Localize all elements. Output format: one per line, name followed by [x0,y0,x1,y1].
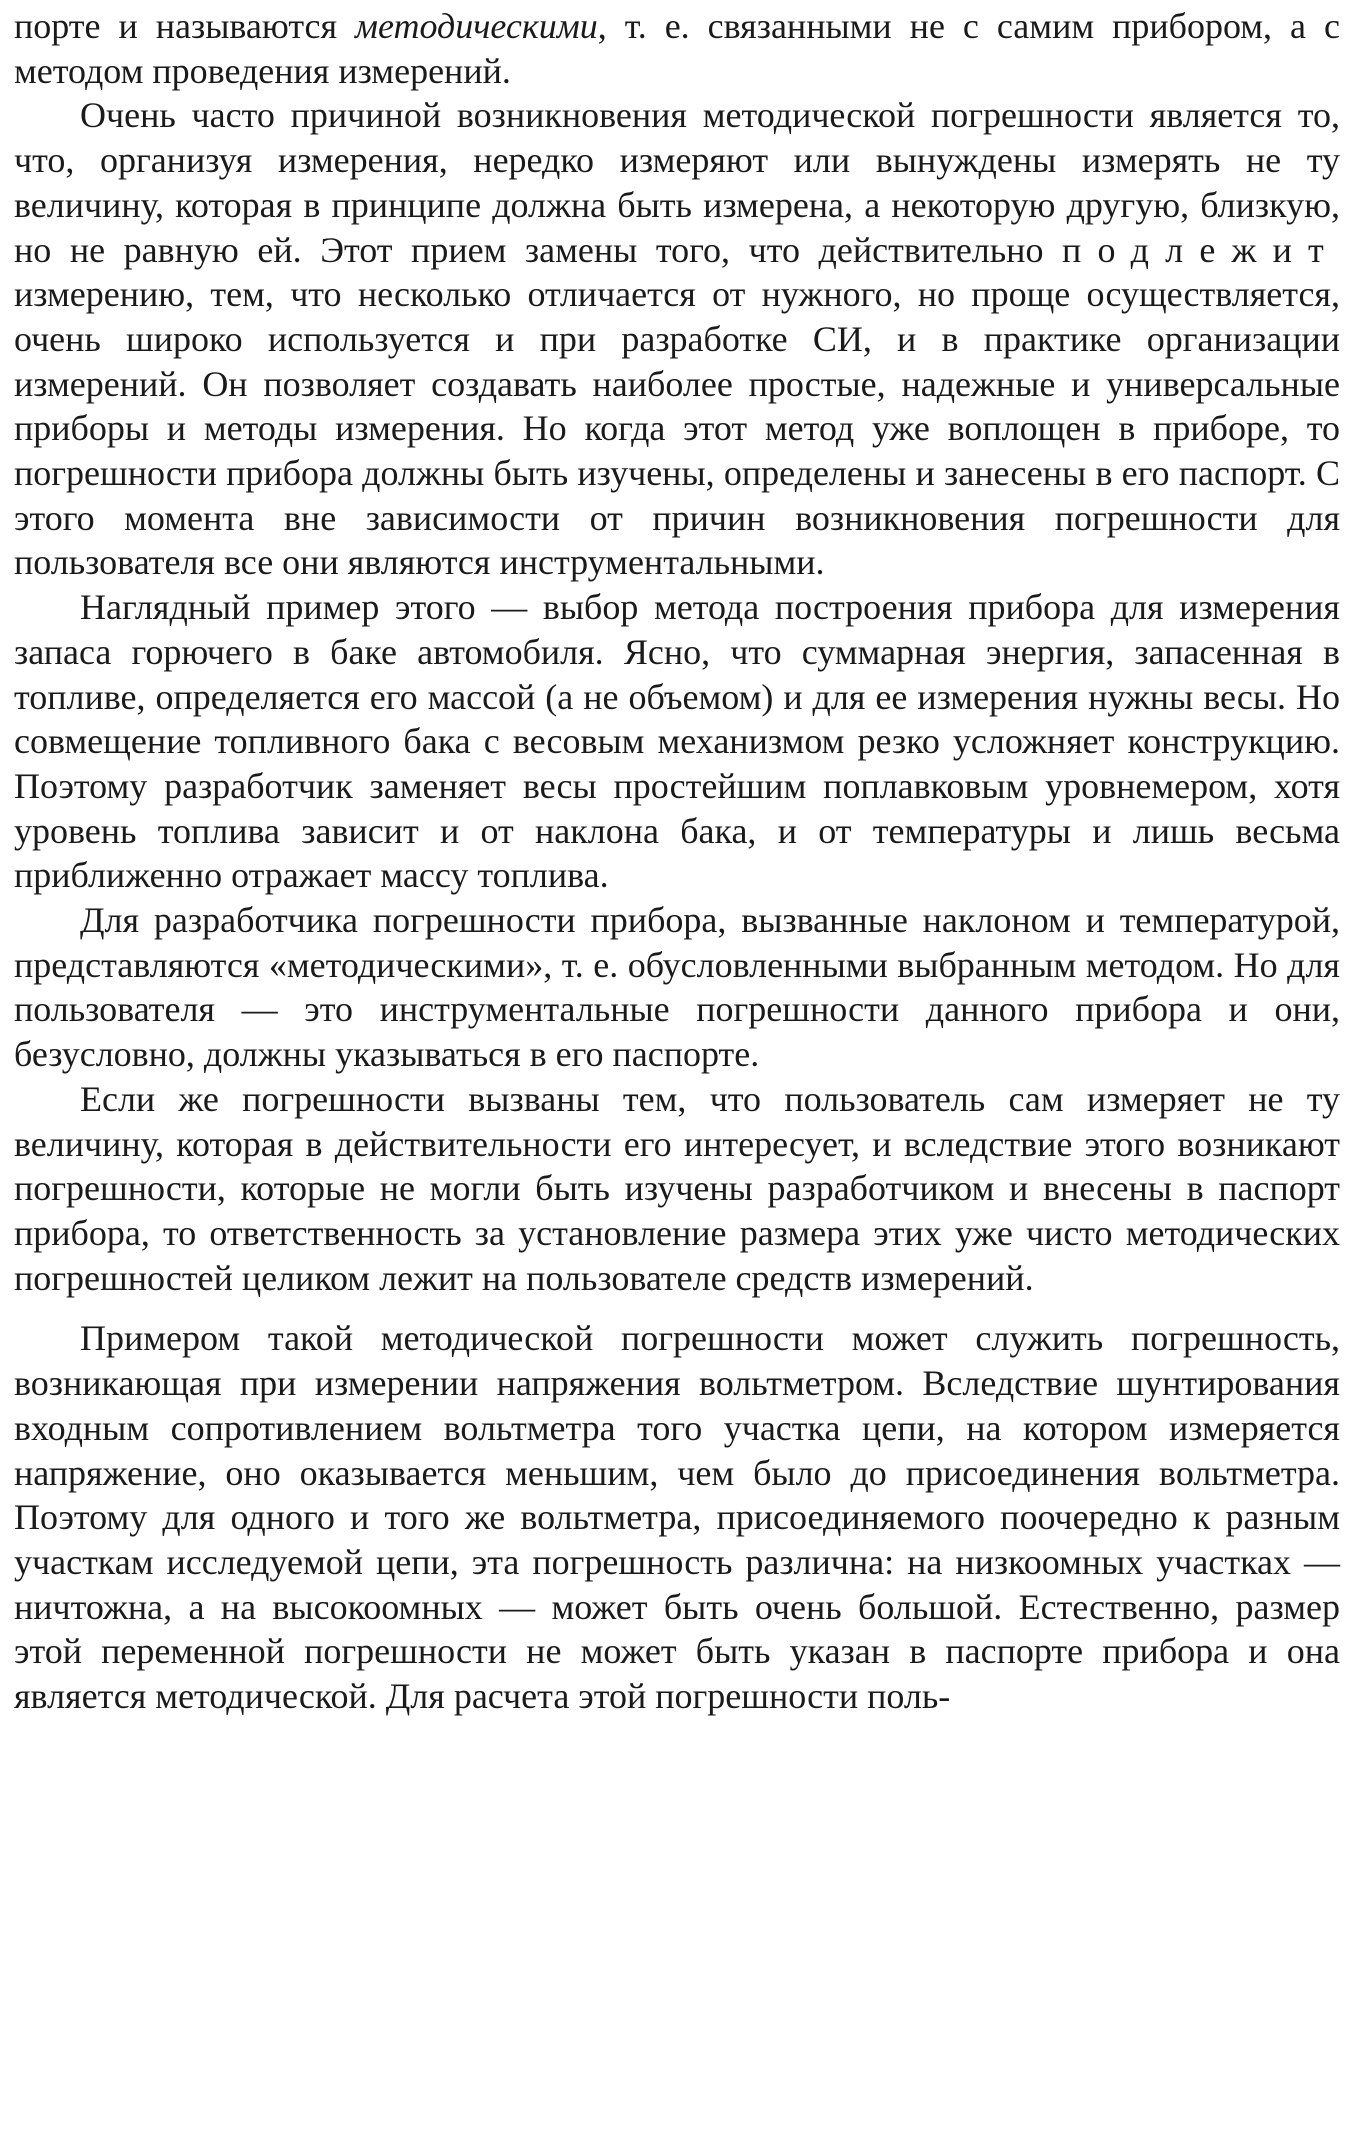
paragraph-1-text-2: , т. е. связанными не с самим прибором, а с методом проведения измерений. [14,6,1340,91]
paragraph-2-text-1: Очень часто причиной возникновения методической погрешности является то, что, организуя измерения, нередко измеряют или вынуждены измерять не ту величину, которая в принципе должна быть измерена, а некоторую другую, близкую, но не равную ей. Этот прием замены того, что действительно [14,95,1340,270]
paragraph-6 [14,1316,1340,1718]
document-page [14,4,1340,1719]
paragraph-3-text: Наглядный пример этого — выбор метода построения прибора для измерения запаса горючего в баке автомобиля. Ясно, что суммарная энергия, запасенная в топливе, определяется его массой (а не объемом) и для ее измерения нужны весы. Но совмещение топливного бака с весовым механизмом резко усложняет конструкцию. Поэтому разработчик заменяет весы простейшим поплавковым уровнемером, хотя уровень топлива зависит и от наклона бака, и от температуры и лишь весьма приближенно отражает массу топлива. [14,587,1340,896]
paragraph-2-spaced-word: подлежит [1062,229,1340,270]
paragraph-6-text: Примером такой методической погрешности может служить погрешность, возникающая при измерении напряжения вольтметром. Вследствие шунтирования входным сопротивлением вольтметра того участка цепи, на котором измеряется напряжение, оно оказывается меньшим, чем было до присоединения вольтметра. Поэтому для одного и того же вольтметра, присоединяемого поочередно к разным участкам исследуемой цепи, эта погрешность различна: на низкоомных участках — ничтожна, а на высокоомных — может быть очень большой. Естественно, размер этой переменной погрешности не может быть указан в паспорте прибора и она является методической. Для расчета этой погрешности поль- [14,1318,1340,1717]
paragraph-5-text: Если же погрешности вызваны тем, что пользователь сам измеряет не ту величину, которая в действительности его интересует, и вследствие этого возникают погрешности, которые не могли быть изучены разработчиком и внесены в паспорт прибора, то ответственность за установление размера этих уже чисто методических погрешностей целиком лежит на пользователе средств измерений. [14,1078,1340,1298]
paragraph-1-text-1: порте и называются [14,6,356,46]
paragraph-2 [14,93,1340,585]
paragraph-2-text-2: измерению, тем, что несколько отличается от нужного, но проще осуществляется, очень широко используется и при разработке СИ, и в практике организации измерений. Он позволяет создавать наиболее простые, надежные и универсальные приборы и методы измерения. Но когда этот метод уже воплощен в приборе, то погрешности прибора должны быть изучены, определены и занесены в его паспорт. С этого момента вне зависимости от причин возникновения погрешности для пользователя все они являются инструментальными. [14,274,1340,583]
paragraph-3 [14,585,1340,898]
paragraph-1 [14,4,1340,93]
paragraph-4-text: Для разработчика погрешности прибора, вызванные наклоном и температурой, представляются «методическими», т. е. обусловленными выбранным методом. Но для пользователя — это инструментальные погрешности данного прибора и они, безусловно, должны указываться в его паспорте. [14,900,1340,1075]
paragraph-1-emphasis: методическими [355,6,598,46]
paragraph-5 [14,1077,1340,1301]
paragraph-4 [14,898,1340,1077]
